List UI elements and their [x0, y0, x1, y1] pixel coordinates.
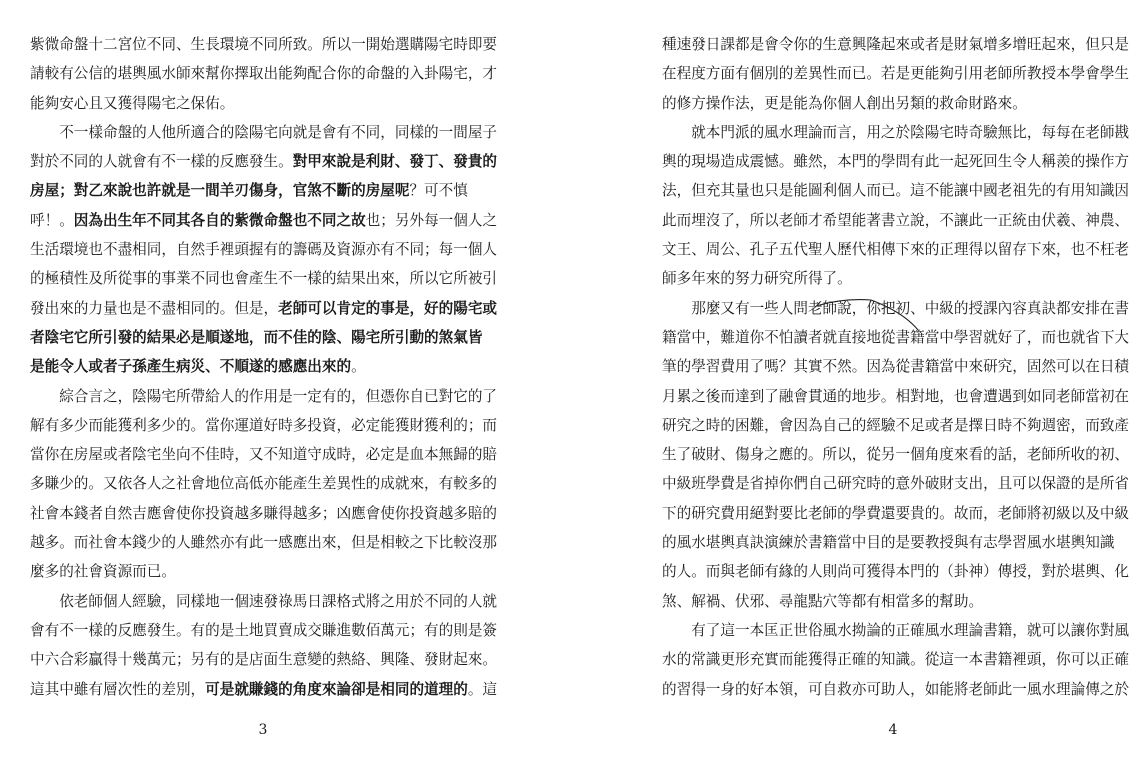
text-line — [30, 645, 500, 674]
text-line — [30, 675, 500, 704]
text-run: 紫微命盤十二宮位不同、生長環境不同所致。所以一開始選購陽宅時即要 — [30, 36, 498, 53]
text-line — [30, 469, 500, 498]
text-run: ？可不慎 — [409, 182, 468, 200]
text-run: 對於不同的人就會有不一樣的反應發生。 — [30, 153, 293, 171]
text-line — [662, 352, 1129, 381]
text-run: 研究之時的困難，會因為自己的經驗不足或者是擇日時不夠週密，而致產 — [662, 416, 1129, 434]
text-line — [30, 235, 500, 264]
text-run: 綜合言之，陰陽宅所帶給人的作用是一定有的，但憑你自已對它的了 — [30, 387, 498, 405]
text-line — [30, 264, 500, 293]
text-run: 的修方操作法，更是能為你個人創出另類的救命財路來。 — [662, 94, 1027, 112]
text-line — [30, 30, 500, 59]
text-run: 的極積性及所從事的事業不同也會產生不一樣的結果出來，所以它所被引 — [30, 270, 498, 288]
text-run: 請較有公信的堪輿風水師來幫你擇取出能夠配合你的命盤的入卦陽宅，才 — [30, 65, 498, 83]
text-run: 麼多的社會資源而已。 — [30, 563, 176, 581]
text-line — [662, 89, 1129, 118]
text-run: 能夠安心且又獲得陽宅之保佑。 — [30, 94, 235, 112]
text-line — [662, 616, 1129, 645]
text-run: 輿的現場造成震憾。雖然，本門的學問有此一起死回生令人稱羨的操作方 — [662, 153, 1129, 171]
text-run: 那麼又有一些人問老師說，你把初、中級的授課內容真訣都安排在書 — [662, 299, 1129, 317]
text-line — [30, 323, 500, 352]
text-run: 多賺少的。又依各人之社會地位高低亦能產生差異性的成就來，有較多的 — [30, 475, 498, 493]
text-run: 法，但充其量也只是能圖利個人而已。這不能讓中國老祖先的有用知識因 — [662, 182, 1129, 200]
page-text — [30, 30, 500, 704]
text-run: 籍當中，難道你不怕讀者就直接地從書籍當中學習就好了，而也就省下大 — [662, 328, 1129, 346]
text-run: 當你在房屋或者陰宅坐向不佳時，又不知道守成時，必定是血本無歸的賠 — [30, 446, 498, 464]
bold-text-run: 房屋；對乙來說也許就是一間羊刃傷身，官煞不斷的房屋呢 — [30, 182, 410, 200]
page-right — [573, 0, 1146, 767]
text-line — [662, 675, 1129, 704]
page-text — [662, 30, 1129, 704]
text-run: 的人。而與老師有緣的人則尚可獲得本門的（卦神）傳授，對於堪輿、化 — [662, 563, 1129, 581]
text-run: 也；另外每一個人之 — [365, 211, 498, 229]
text-line — [30, 147, 500, 176]
text-run: 種速發日課都是會令你的生意興隆起來或者是財氣增多增旺起來，但只是 — [662, 36, 1129, 53]
text-run: 在程度方面有個別的差異性而已。若是更能夠引用老師所教授本學會學生 — [662, 65, 1129, 83]
text-line — [30, 440, 500, 469]
text-run: 不一樣命盤的人他所適合的陰陽宅向就是會有不同，同樣的一間屋子 — [30, 123, 498, 141]
text-run: 這其中雖有層次性的差別， — [30, 680, 206, 698]
text-line — [662, 469, 1129, 498]
text-line — [662, 264, 1129, 293]
text-line — [662, 382, 1129, 411]
text-run: 下的研究費用絕對要比老師的學費還要貴的。故而，老師將初級以及中級 — [662, 504, 1129, 522]
text-run: 越多。而社會本錢少的人雖然亦有此一感應出來，但是相較之下比較沒那 — [30, 534, 498, 552]
text-line — [30, 411, 500, 440]
text-line — [662, 118, 1129, 147]
bold-text-run: 對甲來說是利財、發丁、發貴的 — [292, 153, 498, 171]
text-line — [30, 118, 500, 147]
text-line — [662, 528, 1129, 557]
text-line — [30, 59, 500, 88]
text-run: 。 — [351, 358, 366, 376]
text-line — [662, 499, 1129, 528]
text-line — [30, 528, 500, 557]
text-run: 有了這一本匡正世俗風水拗論的正確風水理論書籍，就可以讓你對風 — [662, 621, 1129, 639]
bold-text-run: 可是就賺錢的角度來論卻是相同的道理的 — [205, 680, 468, 698]
text-run: 煞、解禍、伏邪、尋龍點穴等都有相當多的幫助。 — [662, 592, 984, 610]
text-line — [662, 587, 1129, 616]
text-line — [30, 499, 500, 528]
text-run: 生了破財、傷身之應的。所以，從另一個角度來看的話，老師所收的初、 — [662, 446, 1129, 464]
text-run: 發出來的力量也是不盡相同的。但是， — [30, 299, 279, 317]
text-run: 生活環境也不盡相同，自然手裡頭握有的籌碼及資源亦有不同；每一個人 — [30, 241, 498, 259]
text-line — [30, 352, 500, 381]
text-run: 筆的學習費用了嗎？其實不然。因為從書籍當中來研究，固然可以在日積 — [662, 358, 1129, 376]
text-line — [662, 59, 1129, 88]
text-run: 。這 — [467, 680, 498, 698]
text-line — [662, 440, 1129, 469]
bold-text-run: 者陰宅它所引發的結果必是順遂地，而不佳的陰、陽宅所引動的煞氣皆 — [30, 328, 483, 346]
text-run: 水的常識更形充實而能獲得正確的知識。從這一本書籍裡頭，你可以正確 — [662, 651, 1129, 669]
text-line — [662, 206, 1129, 235]
text-run: 依老師個人經驗，同樣地一個速發祿馬日課格式將之用於不同的人就 — [30, 592, 498, 610]
bold-text-run: 老師可以肯定的事是，好的陽宅或 — [278, 299, 498, 317]
text-run: 此而埋沒了，所以老師才希望能著書立說，不讓此一正統由伏羲、神農、 — [662, 211, 1129, 229]
text-run: 呼！。 — [30, 211, 74, 229]
text-run: 中級班學費是省掉你們自己研究時的意外破財支出，且可以保證的是所省 — [662, 475, 1129, 493]
page-number: 3 — [258, 722, 268, 738]
text-line — [30, 382, 500, 411]
text-run: 的習得一身的好本領，可自救亦可助人，如能將老師此一風水理論傳之於 — [662, 680, 1129, 698]
text-run: 社會本錢者自然吉應會使你投資越多賺得越多；凶應會使你投資越多賠的 — [30, 504, 498, 522]
text-line — [30, 294, 500, 323]
page-number: 4 — [888, 722, 898, 738]
text-line — [662, 235, 1129, 264]
bold-text-run: 因為出生年不同其各自的紫微命盤也不同之故 — [73, 211, 366, 229]
text-run: 會有不一樣的反應發生。有的是土地買賣成交賺進數佰萬元；有的則是簽 — [30, 621, 498, 639]
text-line — [30, 206, 500, 235]
text-line — [662, 294, 1129, 323]
text-line — [30, 587, 500, 616]
text-run: 解有多少而能獲利多少的。當你運道好時多投資，必定能獲財獲利的；而 — [30, 416, 498, 434]
text-line — [30, 176, 500, 205]
bold-text-run: 是能令人或者子孫產生病災、不順遂的感應出來的 — [30, 358, 352, 376]
text-line — [662, 147, 1129, 176]
text-line — [30, 557, 500, 586]
text-run: 中六合彩贏得十幾萬元；另有的是店面生意變的熱絡、興隆、發財起來。 — [30, 651, 498, 669]
text-line — [662, 323, 1129, 352]
text-line — [662, 411, 1129, 440]
text-line — [662, 176, 1129, 205]
text-run: 就本門派的風水理論而言，用之於陰陽宅時奇驗無比，每每在老師戡 — [662, 123, 1129, 141]
text-line — [662, 645, 1129, 674]
text-line — [30, 89, 500, 118]
text-line — [662, 557, 1129, 586]
text-run: 的風水堪輿真訣演練於書籍當中目的是要教授與有志學習風水堪輿知識 — [662, 534, 1115, 552]
text-run: 月累之後而達到了融會貫通的地步。相對地，也會遭遇到如同老師當初在 — [662, 387, 1129, 405]
text-run: 師多年來的努力研究所得了。 — [662, 270, 852, 288]
text-line — [30, 616, 500, 645]
text-line — [662, 30, 1129, 59]
text-run: 文王、周公、孔子五代聖人歷代相傳下來的正理得以留存下來，也不枉老 — [662, 241, 1129, 259]
